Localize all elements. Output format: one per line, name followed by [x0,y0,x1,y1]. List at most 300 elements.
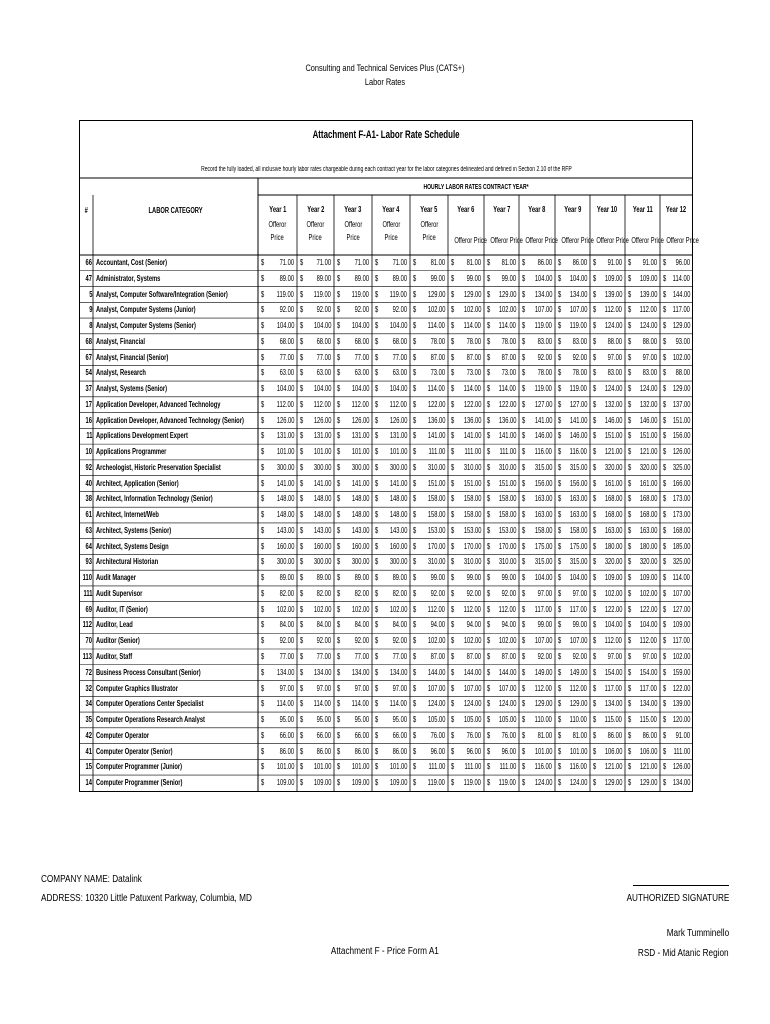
rate-cell: 102.00 [639,588,657,598]
rate-cell: 151.00 [463,478,481,488]
rate-cell: 107.00 [427,683,445,693]
currency-symbol: $ [593,368,597,378]
currency-symbol: $ [487,730,491,740]
currency-symbol: $ [413,683,417,693]
currency-symbol: $ [451,557,455,567]
currency-symbol: $ [593,683,597,693]
rate-cell: 136.00 [498,415,516,425]
currency-symbol: $ [628,715,632,725]
rate-cell: 101.00 [276,762,294,772]
rate-cell: 102.00 [389,604,407,614]
currency-symbol: $ [413,494,417,504]
year-header: Year 4 [382,205,400,214]
currency-symbol: $ [487,384,491,394]
row-number: 63 [85,525,92,535]
rate-cell: 134.00 [672,778,690,788]
row-number: 61 [85,510,92,520]
currency-symbol: $ [451,510,455,520]
rate-cell: 134.00 [313,667,331,677]
currency-symbol: $ [663,258,667,267]
rate-cell: 92.00 [392,636,407,646]
currency-symbol: $ [413,415,417,425]
offeror-price-label: Offeror Price [631,236,664,245]
currency-symbol: $ [337,336,341,346]
rate-cell: 143.00 [276,525,294,535]
rate-cell: 122.00 [672,683,690,693]
currency-symbol: $ [522,588,526,598]
currency-symbol: $ [300,746,304,756]
col-header-category: LABOR CATEGORY [148,206,203,215]
rate-cell: 175.00 [569,541,587,551]
currency-symbol: $ [593,573,597,583]
rate-cell: 148.00 [276,510,294,520]
rate-cell: 86.00 [392,746,407,756]
rate-cell: 122.00 [604,604,622,614]
currency-symbol: $ [375,699,379,709]
currency-symbol: $ [487,557,491,567]
rate-cell: 87.00 [501,652,516,661]
row-number: 38 [85,494,92,504]
currency-symbol: $ [413,699,417,709]
currency-symbol: $ [558,431,562,441]
rate-cell: 160.00 [276,541,294,551]
currency-symbol: $ [593,652,597,661]
currency-symbol: $ [337,321,341,331]
currency-symbol: $ [451,431,455,441]
currency-symbol: $ [663,447,667,457]
rate-cell: 110.00 [534,715,552,725]
rate-cell: 102.00 [672,652,690,661]
rate-cell: 119.00 [498,778,516,788]
row-category: Computer Operations Center Specialist [96,699,204,709]
rate-cell: 121.00 [639,447,657,457]
currency-symbol: $ [300,273,304,283]
offeror-label: Offeror [268,220,287,229]
rate-cell: 71.00 [279,258,294,267]
currency-symbol: $ [663,510,667,520]
rate-cell: 111.00 [464,762,481,772]
rate-cell: 111.00 [428,762,445,772]
currency-symbol: $ [300,667,304,677]
signature-label: AUTHORIZED SIGNATURE [626,893,729,904]
currency-symbol: $ [413,730,417,740]
currency-symbol: $ [413,431,417,441]
currency-symbol: $ [300,415,304,425]
currency-symbol: $ [300,431,304,441]
rate-cell: 315.00 [569,557,587,567]
row-category: Application Developer, Advanced Technology (Senior) [96,415,244,425]
year-header: Year 3 [344,205,362,214]
rate-cell: 105.00 [498,715,516,725]
currency-symbol: $ [451,336,455,346]
year-header: Year 6 [457,205,475,214]
currency-symbol: $ [300,384,304,394]
rate-cell: 116.00 [569,762,587,772]
rate-cell: 117.00 [604,683,622,693]
rate-cell: 134.00 [351,667,369,677]
rate-cell: 117.00 [639,683,657,693]
currency-symbol: $ [300,258,304,267]
currency-symbol: $ [337,557,341,567]
currency-symbol: $ [558,604,562,614]
rate-cell: 97.00 [316,683,331,693]
currency-symbol: $ [337,683,341,693]
currency-symbol: $ [663,289,667,299]
rate-cell: 92.00 [354,305,369,315]
rate-cell: 88.00 [607,336,622,346]
rate-cell: 107.00 [498,683,516,693]
rate-cell: 134.00 [389,667,407,677]
currency-symbol: $ [487,494,491,504]
rate-cell: 104.00 [313,321,331,331]
company-line [41,874,164,885]
rate-cell: 110.00 [569,715,587,725]
currency-symbol: $ [522,604,526,614]
rate-cell: 89.00 [316,573,331,583]
rate-cell: 153.00 [427,525,445,535]
currency-symbol: $ [522,778,526,788]
rate-cell: 132.00 [639,399,657,409]
currency-symbol: $ [663,746,667,756]
currency-symbol: $ [337,730,341,740]
currency-symbol: $ [300,478,304,488]
currency-symbol: $ [300,494,304,504]
currency-symbol: $ [628,384,632,394]
rate-cell: 119.00 [351,289,369,299]
rate-cell: 158.00 [463,494,481,504]
currency-symbol: $ [487,415,491,425]
rate-cell: 151.00 [498,478,516,488]
rate-cell: 102.00 [498,305,516,315]
currency-symbol: $ [413,462,417,472]
table-title: Attachment F-A1- Labor Rate Schedule [312,129,460,141]
currency-symbol: $ [487,273,491,283]
currency-symbol: $ [487,588,491,598]
currency-symbol: $ [487,431,491,441]
currency-symbol: $ [300,620,304,630]
currency-symbol: $ [451,683,455,693]
rate-cell: 104.00 [389,321,407,331]
row-category: Analyst, Computer Systems (Senior) [96,321,196,331]
rate-cell: 104.00 [604,620,622,630]
rate-cell: 87.00 [501,352,516,362]
row-category: Architect, Application (Senior) [96,478,179,488]
currency-symbol: $ [487,778,491,788]
row-number: 16 [85,415,92,425]
rate-cell: 119.00 [569,321,587,331]
currency-symbol: $ [413,762,417,772]
rate-cell: 134.00 [534,289,552,299]
rate-cell: 163.00 [569,494,587,504]
rate-cell: 84.00 [279,620,294,630]
currency-symbol: $ [375,415,379,425]
currency-symbol: $ [593,478,597,488]
rate-cell: 87.00 [466,652,481,661]
currency-symbol: $ [522,289,526,299]
currency-symbol: $ [375,573,379,583]
currency-symbol: $ [300,652,304,661]
row-category: Architect, Information Technology (Senior) [96,494,213,504]
currency-symbol: $ [487,258,491,267]
price-label: Price [308,233,323,242]
currency-symbol: $ [558,762,562,772]
currency-symbol: $ [522,336,526,346]
currency-symbol: $ [451,699,455,709]
currency-symbol: $ [261,557,265,567]
currency-symbol: $ [261,289,265,299]
currency-symbol: $ [451,636,455,646]
currency-symbol: $ [593,588,597,598]
currency-symbol: $ [300,573,304,583]
rate-cell: 81.00 [537,730,552,740]
currency-symbol: $ [628,557,632,567]
currency-symbol: $ [628,778,632,788]
rate-cell: 63.00 [354,368,369,378]
rate-cell: 89.00 [392,573,407,583]
rate-cell: 112.00 [389,399,407,409]
rate-cell: 114.00 [389,699,407,709]
currency-symbol: $ [522,368,526,378]
rate-cell: 300.00 [389,557,407,567]
rate-cell: 106.00 [639,746,657,756]
document-subtitle: Labor Rates [364,77,406,87]
rate-cell: 127.00 [672,604,690,614]
rate-cell: 99.00 [501,273,516,283]
currency-symbol: $ [487,462,491,472]
currency-symbol: $ [261,699,265,709]
currency-symbol: $ [663,525,667,535]
rate-cell: 121.00 [604,762,622,772]
rate-cell: 120.00 [672,715,690,725]
rate-cell: 122.00 [639,604,657,614]
rate-cell: 185.00 [672,541,690,551]
row-category: Auditor, Lead [96,620,133,630]
currency-symbol: $ [487,715,491,725]
rate-cell: 92.00 [501,588,516,598]
rate-cell: 104.00 [276,384,294,394]
year-header: Year 11 [632,205,653,214]
rate-cell: 82.00 [392,588,407,598]
rate-cell: 116.00 [569,447,587,457]
row-category: Computer Operations Research Analyst [96,715,205,725]
currency-symbol: $ [375,746,379,756]
company-label: COMPANY NAME: [41,874,110,885]
currency-symbol: $ [558,336,562,346]
currency-symbol: $ [375,652,379,661]
rate-cell: 77.00 [279,652,294,661]
currency-symbol: $ [375,352,379,362]
currency-symbol: $ [628,573,632,583]
rate-cell: 102.00 [427,305,445,315]
currency-symbol: $ [375,715,379,725]
rate-cell: 320.00 [639,557,657,567]
currency-symbol: $ [593,667,597,677]
rate-cell: 104.00 [351,321,369,331]
currency-symbol: $ [558,352,562,362]
rate-cell: 112.00 [604,636,622,646]
currency-symbol: $ [261,541,265,551]
currency-symbol: $ [300,683,304,693]
currency-symbol: $ [300,447,304,457]
currency-symbol: $ [300,289,304,299]
currency-symbol: $ [558,258,562,267]
rate-cell: 78.00 [430,336,445,346]
rate-cell: 151.00 [639,431,657,441]
row-number: 72 [85,667,92,677]
rate-cell: 112.00 [276,399,294,409]
price-label: Price [422,233,436,242]
rate-cell: 99.00 [501,573,516,583]
currency-symbol: $ [558,715,562,725]
currency-symbol: $ [663,573,667,583]
currency-symbol: $ [300,604,304,614]
currency-symbol: $ [522,620,526,630]
currency-symbol: $ [663,321,667,331]
rate-cell: 148.00 [389,494,407,504]
currency-symbol: $ [413,557,417,567]
rate-cell: 92.00 [537,352,552,362]
rate-cell: 149.00 [534,667,552,677]
rate-cell: 114.00 [276,699,294,709]
rate-cell: 168.00 [604,510,622,520]
rate-cell: 112.00 [639,305,657,315]
currency-symbol: $ [663,541,667,551]
rate-cell: 126.00 [276,415,294,425]
rate-cell: 77.00 [354,652,369,661]
rate-cell: 129.00 [498,289,516,299]
rate-cell: 96.00 [501,746,516,756]
currency-symbol: $ [337,636,341,646]
currency-symbol: $ [558,399,562,409]
rate-cell: 158.00 [498,494,516,504]
rate-cell: 148.00 [351,510,369,520]
currency-symbol: $ [522,699,526,709]
currency-symbol: $ [261,604,265,614]
currency-symbol: $ [558,620,562,630]
currency-symbol: $ [375,762,379,772]
row-number: 5 [88,289,92,299]
year-header: Year 7 [493,205,510,214]
rate-cell: 107.00 [463,683,481,693]
currency-symbol: $ [487,321,491,331]
currency-symbol: $ [628,273,632,283]
rate-cell: 134.00 [569,289,587,299]
currency-symbol: $ [558,557,562,567]
rate-cell: 87.00 [430,652,445,661]
rate-cell: 86.00 [642,730,657,740]
rate-cell: 111.00 [499,447,516,457]
currency-symbol: $ [413,715,417,725]
rate-cell: 119.00 [427,778,445,788]
rate-cell: 63.00 [392,368,407,378]
rate-cell: 129.00 [672,321,690,331]
currency-symbol: $ [593,557,597,567]
rate-cell: 320.00 [639,462,657,472]
currency-symbol: $ [300,636,304,646]
currency-symbol: $ [337,620,341,630]
rate-cell: 93.00 [675,336,690,346]
currency-symbol: $ [261,636,265,646]
rate-cell: 146.00 [534,431,552,441]
currency-symbol: $ [593,431,597,441]
rate-cell: 83.00 [607,368,622,378]
row-number: 15 [85,762,92,772]
currency-symbol: $ [451,321,455,331]
currency-symbol: $ [593,699,597,709]
year-header: Year 5 [420,205,438,214]
currency-symbol: $ [300,321,304,331]
rate-cell: 101.00 [351,447,369,457]
currency-symbol: $ [375,620,379,630]
rate-cell: 102.00 [427,636,445,646]
rate-cell: 92.00 [572,352,587,362]
currency-symbol: $ [413,384,417,394]
currency-symbol: $ [522,652,526,661]
year-header: Year 8 [528,205,546,214]
rate-cell: 89.00 [316,273,331,283]
rate-cell: 141.00 [276,478,294,488]
rate-cell: 114.00 [672,573,690,583]
row-category: Analyst, Computer Systems (Junior) [96,305,196,315]
rate-cell: 136.00 [427,415,445,425]
currency-symbol: $ [300,462,304,472]
rate-cell: 96.00 [466,746,481,756]
currency-symbol: $ [337,415,341,425]
currency-symbol: $ [375,541,379,551]
currency-symbol: $ [337,541,341,551]
rate-cell: 105.00 [463,715,481,725]
currency-symbol: $ [413,399,417,409]
currency-symbol: $ [451,620,455,630]
rate-cell: 112.00 [639,636,657,646]
currency-symbol: $ [375,667,379,677]
rate-cell: 325.00 [672,557,690,567]
currency-symbol: $ [628,478,632,488]
currency-symbol: $ [451,384,455,394]
currency-symbol: $ [413,778,417,788]
rate-cell: 112.00 [313,399,331,409]
rate-cell: 143.00 [313,525,331,535]
rate-cell: 160.00 [313,541,331,551]
currency-symbol: $ [522,462,526,472]
rate-cell: 92.00 [354,636,369,646]
rate-cell: 168.00 [639,510,657,520]
currency-symbol: $ [593,273,597,283]
rate-cell: 114.00 [498,384,516,394]
currency-symbol: $ [663,384,667,394]
rate-cell: 129.00 [604,778,622,788]
rate-cell: 154.00 [604,667,622,677]
currency-symbol: $ [261,778,265,788]
currency-symbol: $ [628,510,632,520]
rate-cell: 91.00 [642,258,657,267]
currency-symbol: $ [375,431,379,441]
currency-symbol: $ [663,652,667,661]
rate-cell: 101.00 [389,447,407,457]
currency-symbol: $ [261,510,265,520]
currency-symbol: $ [261,321,265,331]
currency-symbol: $ [628,525,632,535]
currency-symbol: $ [628,762,632,772]
rate-cell: 71.00 [354,258,369,267]
rate-cell: 129.00 [672,384,690,394]
currency-symbol: $ [487,478,491,488]
currency-symbol: $ [337,431,341,441]
currency-symbol: $ [413,604,417,614]
signer-name: Mark Tumminello [666,928,729,939]
currency-symbol: $ [558,305,562,315]
rate-cell: 300.00 [313,462,331,472]
